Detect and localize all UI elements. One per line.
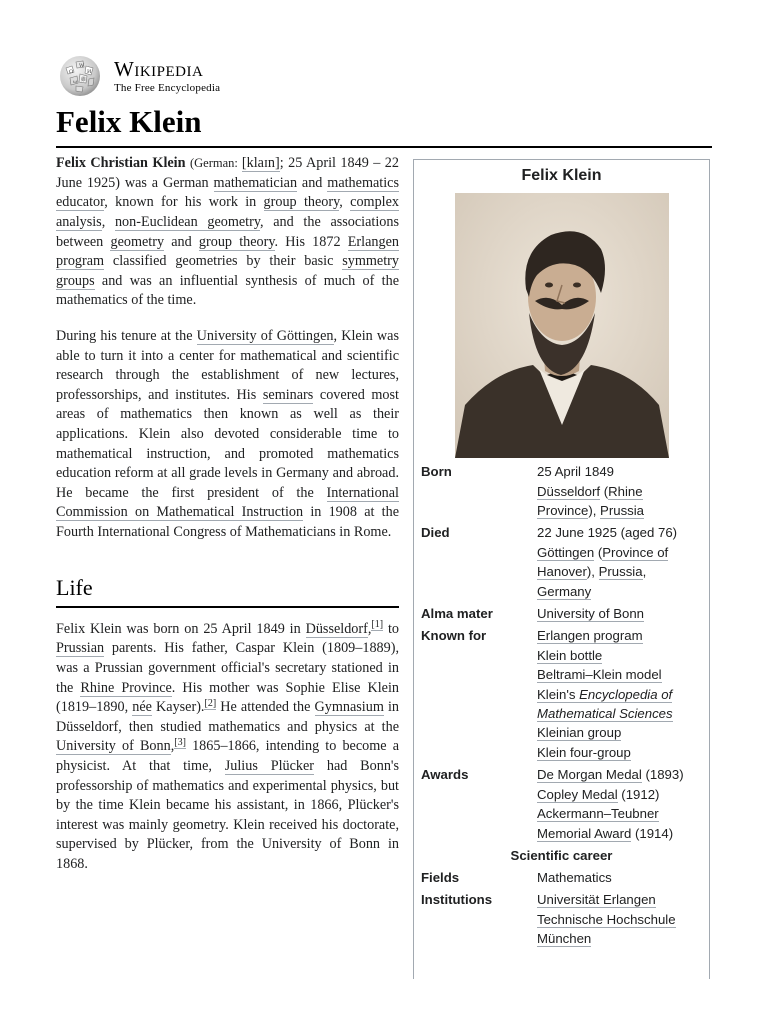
text: classified geometries by their basic [104, 253, 343, 270]
article-link[interactable]: Germany [537, 583, 592, 599]
article-link[interactable]: Gymnasium [314, 699, 384, 716]
text: and [297, 174, 328, 191]
svg-text:W: W [79, 63, 85, 69]
article-link[interactable]: Düsseldorf [305, 620, 368, 637]
article-link[interactable]: Province of Hanover [537, 544, 669, 580]
article-link[interactable]: Rhine Province [537, 483, 643, 518]
article-link[interactable]: Universität Erlangen [537, 892, 656, 908]
infobox-row [420, 523, 703, 601]
text: , [642, 564, 647, 580]
article-link[interactable]: University of Bonn [56, 738, 171, 755]
article-link[interactable]: seminars [262, 386, 314, 403]
article-link[interactable]: Prussian [56, 640, 105, 657]
infobox-row [420, 890, 703, 948]
text: . His mother was Sophie Elise Klein (1819–1890, [56, 679, 399, 716]
svg-text:Ω: Ω [69, 69, 74, 75]
citation [204, 698, 216, 710]
article-link[interactable]: Klein's [537, 686, 580, 702]
article-link[interactable]: Encyclopedia of Mathematical Sciences [537, 686, 673, 722]
article-link[interactable]: Prussia [598, 564, 643, 580]
svg-text:И: И [87, 69, 92, 75]
infobox-label: Fields [421, 869, 460, 885]
article-link[interactable]: [klaɪn] [241, 155, 280, 172]
text: , [170, 738, 175, 755]
citation [371, 619, 383, 631]
citation-link[interactable]: [3] [174, 736, 186, 748]
text: 1865–1866, intending to become a physicist. At that time, [56, 738, 399, 775]
article-link[interactable]: University of Bonn [537, 606, 645, 622]
bold-text: Felix Christian Klein [56, 155, 186, 172]
text: and was an influential synthesis of much of the mathematics of the time. [56, 272, 399, 309]
article-link[interactable]: Copley Medal [537, 786, 618, 802]
site-header[interactable] [56, 52, 712, 100]
infobox-label: Institutions [421, 892, 493, 908]
text: in Düsseldorf, then studied mathematics and physics at the [56, 699, 399, 735]
infobox-label: Alma mater [421, 606, 493, 622]
citation-link[interactable]: [1] [371, 619, 384, 631]
article-link[interactable]: mathematics educator [56, 174, 399, 211]
infobox-value-line [537, 890, 703, 909]
article-link[interactable]: Göttingen [537, 544, 595, 560]
text: , [339, 194, 351, 211]
article-link[interactable]: Beltrami–Klein model [537, 667, 662, 683]
text: , Klein was able to turn it into a center for mathematical and scientific research through the establishment of new lectures, professorships, and institutes. His [56, 327, 399, 403]
text: Kayser). [151, 699, 205, 716]
wordmark: Wikipedia [114, 56, 204, 81]
infobox-label: Known for [421, 628, 487, 644]
article-link[interactable]: Klein bottle [537, 647, 603, 663]
infobox-value-line [537, 462, 703, 481]
text: ), [588, 503, 601, 518]
wikipedia-globe-icon[interactable] [56, 54, 104, 98]
infobox-value [537, 604, 703, 623]
infobox-value-line [537, 868, 703, 887]
text: (1912) [617, 786, 660, 802]
article [56, 52, 712, 947]
article-link[interactable]: complex analysis [56, 194, 399, 230]
text: parents. His father, Caspar Klein (1809–1889), was a Prussian government official's secretary stationed in the [56, 640, 399, 696]
infobox-value-line [537, 604, 703, 623]
article-link[interactable]: mathematician [213, 174, 298, 191]
article-link[interactable]: Erlangen program [56, 233, 399, 270]
article-link[interactable]: De Morgan Medal [537, 767, 642, 783]
intro-paragraph-1 [56, 154, 399, 311]
text: During his tenure at the [56, 327, 197, 344]
page-title: Felix Klein [56, 103, 712, 148]
article-link[interactable]: Technische Hochschule München [537, 911, 676, 947]
text: , [367, 620, 372, 637]
infobox-row [420, 462, 703, 520]
text: , [101, 213, 115, 230]
intro-paragraph-2 [56, 327, 399, 543]
infobox-value [537, 765, 703, 843]
infobox-value-line [537, 543, 703, 601]
text: ( [600, 483, 609, 499]
text: covered most areas of mathematics then known as well as their applications. Klein also devoted considerable time to mathematical instruction, and promoted mathematics education reform at all grade levels in Germany and abroad. He became the first president of the [56, 386, 399, 501]
article-link[interactable]: Düsseldorf [537, 483, 601, 499]
article-link[interactable]: Ackermann–Teubner Memorial Award [537, 806, 659, 841]
infobox-value-line [537, 804, 703, 843]
text: ), [586, 564, 599, 580]
text: 25 April 1849 [537, 464, 614, 480]
infobox-value [537, 626, 703, 762]
article-link[interactable]: Rhine Province [80, 679, 172, 696]
text: , known for his work in [104, 194, 264, 211]
infobox-section-header: Scientific career [510, 847, 613, 863]
text: , and the associations between [56, 213, 400, 250]
article-link[interactable]: Klein four-group [537, 744, 631, 760]
text: to [383, 620, 399, 637]
article-link[interactable]: née [132, 699, 152, 716]
infobox-label: Died [421, 525, 450, 541]
infobox-value-line [537, 743, 703, 762]
language-note: (German: [189, 156, 242, 171]
article-link[interactable]: Prussia [600, 503, 645, 518]
text: had Bonn's professorship of mathematics and experimental physics, but by the time Klein became his assistant, in 1866, Plücker's interest was mainly geometry. Klein received his doctorate, supervised by Plücker, from the University of Bonn in 1868. [56, 758, 399, 872]
infobox-value-line [537, 685, 703, 724]
text: He attended the [216, 699, 315, 716]
text: (1914) [631, 825, 674, 841]
text: Felix Klein was born on 25 April 1849 in [56, 620, 306, 637]
infobox-value-line [537, 665, 703, 684]
infobox-label: Born [421, 464, 452, 480]
article-link[interactable]: Kleinian group [537, 725, 622, 741]
citation-link[interactable]: [2] [204, 697, 217, 709]
text: (1893) [641, 767, 684, 783]
infobox-title: Felix Klein [521, 167, 602, 185]
text: in 1908 at the Fourth International Congress of Mathematicians in Rome. [56, 504, 399, 540]
portrait-photo[interactable] [455, 193, 669, 458]
text: . His 1872 [274, 233, 348, 250]
article-link[interactable]: International Commission on Mathematical Instruction [56, 484, 399, 521]
infobox-rows [420, 462, 703, 948]
infobox-row [420, 626, 703, 762]
text: ; 25 April 1849 – 22 June 1925) was a German [56, 155, 399, 191]
infobox-value [537, 523, 703, 601]
infobox-value [537, 868, 703, 887]
infobox-value-line [537, 646, 703, 665]
infobox-value-line [537, 785, 703, 804]
infobox-value-line [537, 523, 703, 542]
article-link[interactable]: geometry [110, 233, 165, 250]
article-link[interactable]: non-Euclidean geometry [114, 213, 261, 230]
infobox-value-line [537, 910, 703, 949]
infobox-value [537, 462, 703, 520]
article-link[interactable]: University of Göttingen [196, 327, 334, 344]
infobox-row [420, 868, 703, 887]
article-link[interactable]: Erlangen program [537, 628, 643, 644]
infobox-row [420, 604, 703, 623]
article-link[interactable]: Julius Plücker [224, 758, 315, 775]
infobox-value-line [537, 723, 703, 742]
section-heading-life: Life [56, 575, 399, 607]
svg-text:維: 維 [81, 77, 87, 83]
text: ( [594, 544, 603, 560]
infobox-value-line [537, 482, 703, 521]
infobox-label: Awards [421, 767, 469, 783]
infobox-value-line [537, 626, 703, 645]
text: and [164, 233, 199, 250]
citation [174, 737, 186, 749]
text: Mathematics [537, 869, 612, 885]
text: 22 June 1925 (aged 76) [537, 525, 678, 541]
article-link[interactable]: group theory [263, 194, 340, 211]
life-paragraph [56, 620, 399, 875]
infobox [413, 159, 710, 979]
svg-text:ω: ω [73, 79, 78, 85]
main-column [56, 154, 399, 890]
article-link[interactable]: symmetry groups [56, 253, 399, 289]
infobox-row [420, 765, 703, 843]
article-link[interactable]: group theory [198, 233, 275, 250]
tagline: The Free Encyclopedia [114, 81, 221, 94]
infobox-value [537, 890, 703, 948]
infobox-value-line [537, 765, 703, 784]
